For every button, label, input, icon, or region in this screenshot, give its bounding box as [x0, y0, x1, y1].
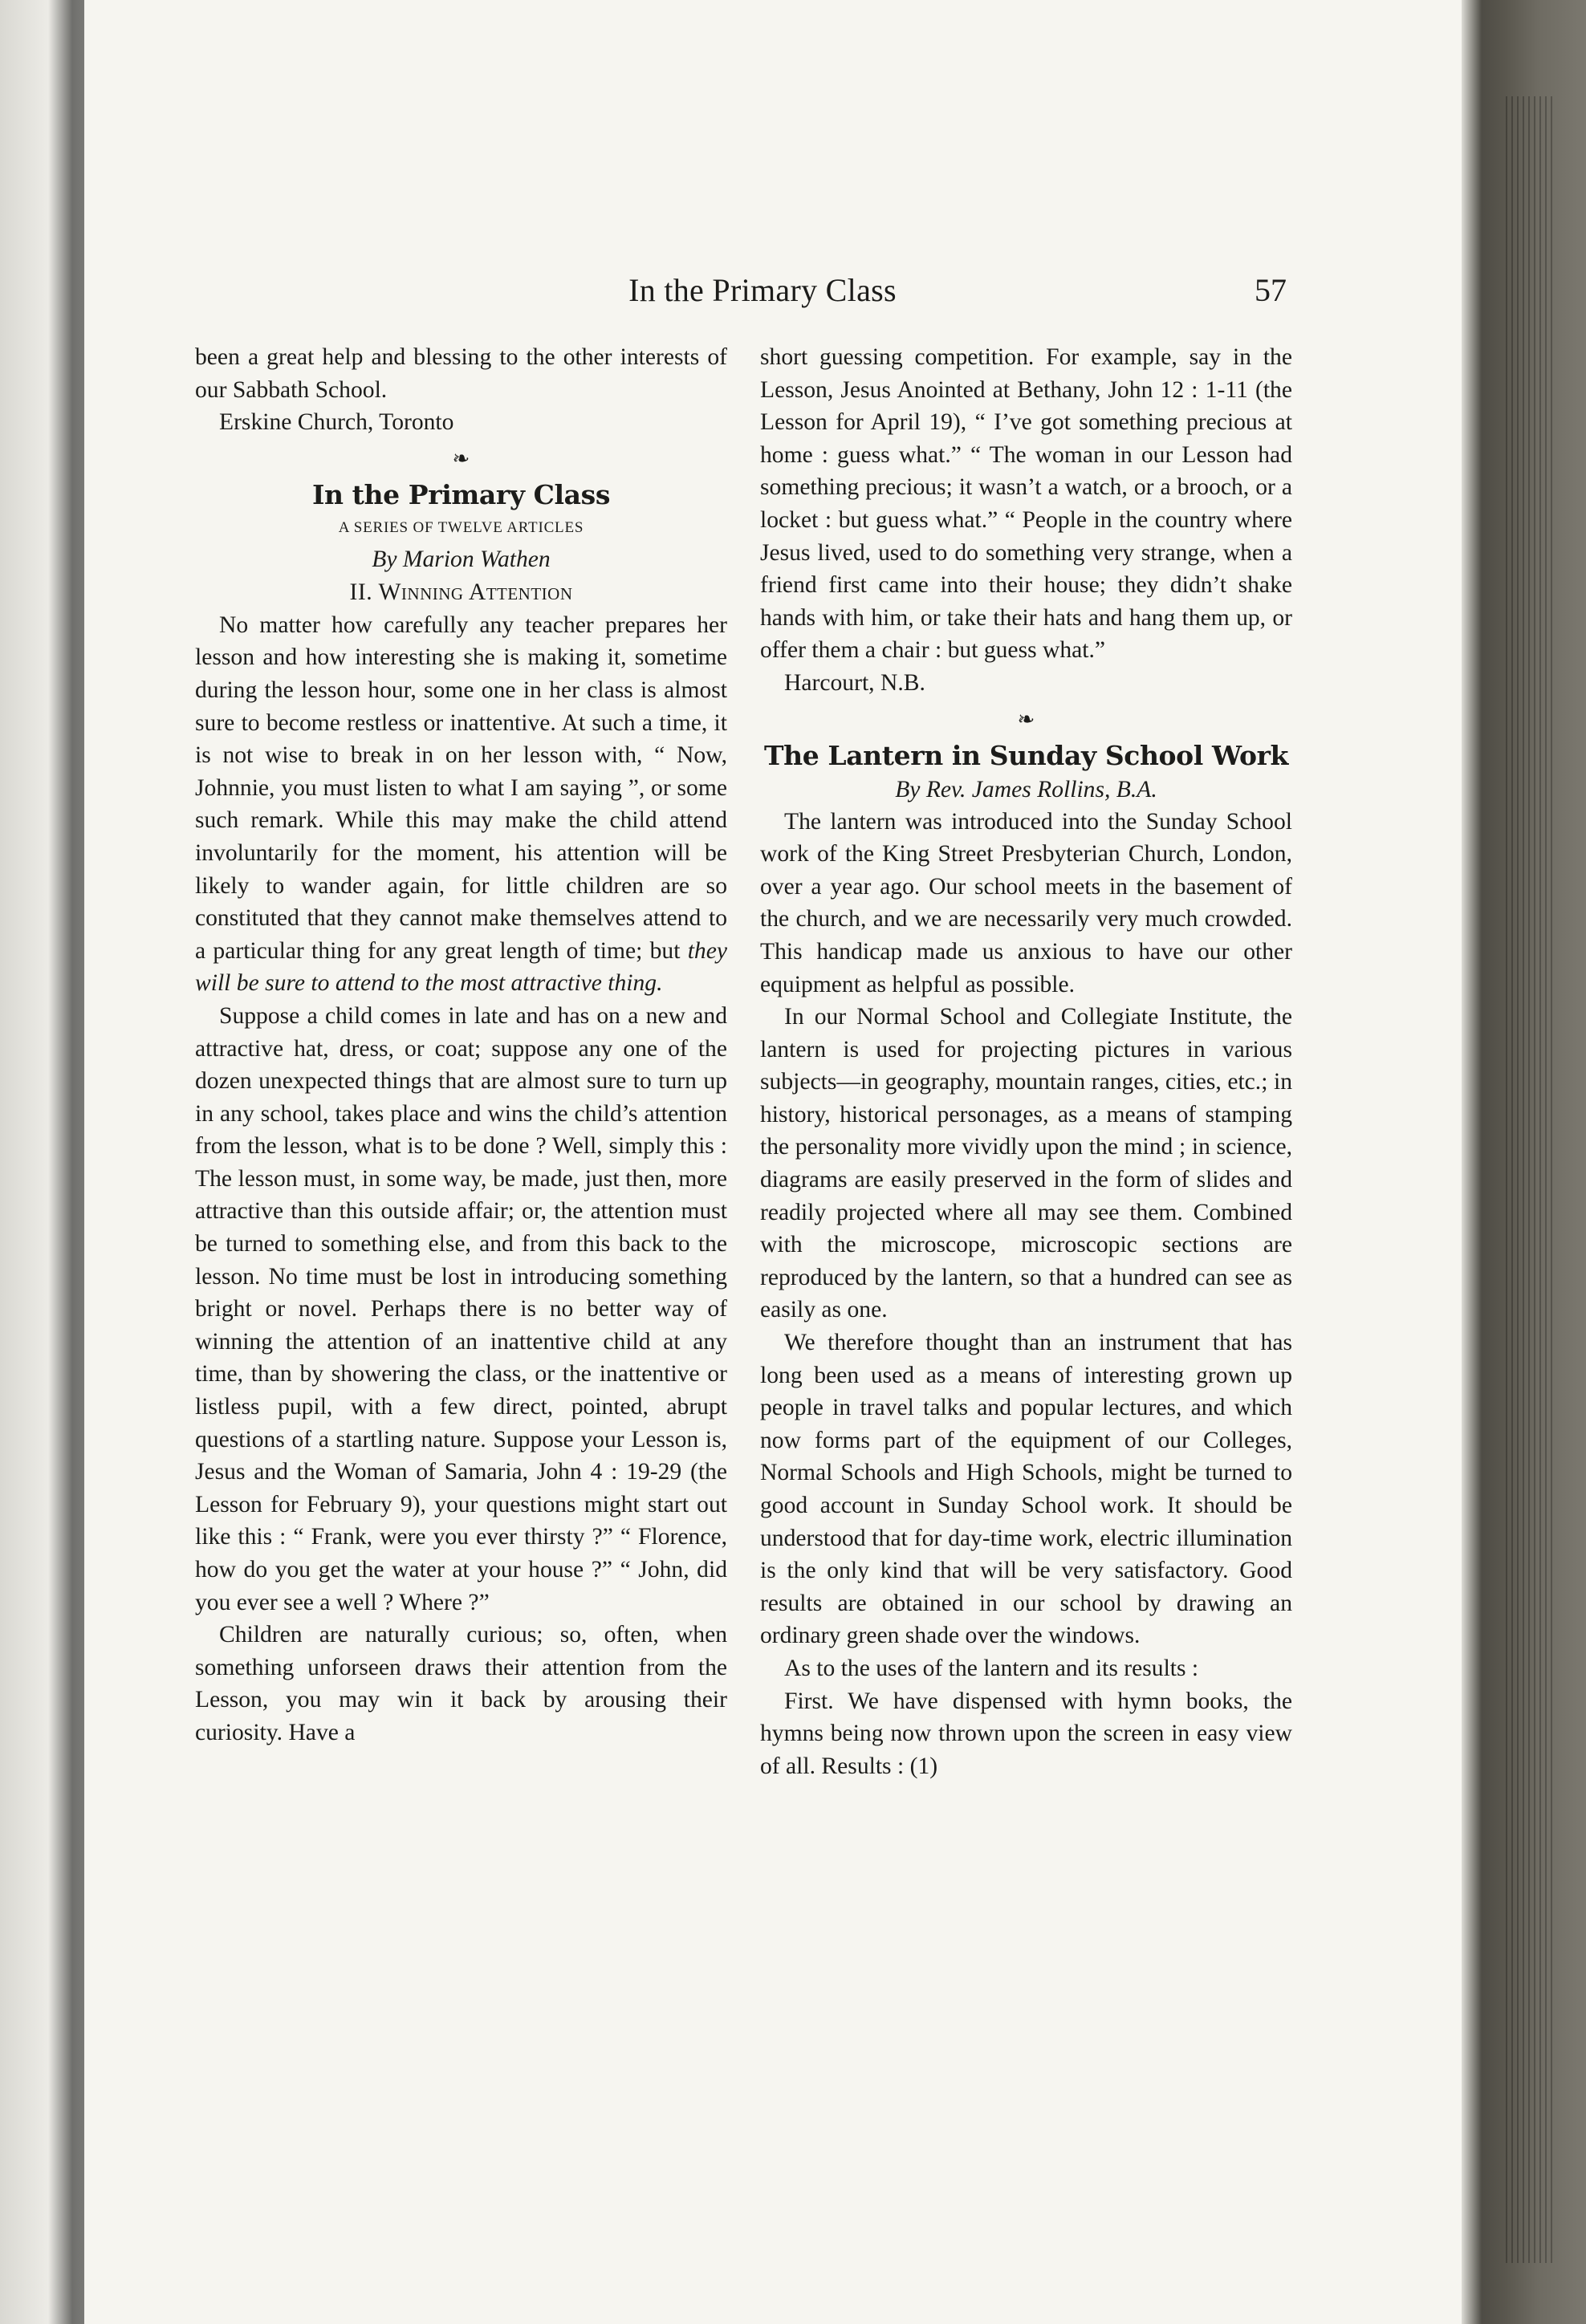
running-title: In the Primary Class — [628, 272, 897, 308]
paragraph: We therefore thought than an instrument that has long been used as a means of interesting grown up people in travel talks and popular lectures, and which now forms part of the equipment of our Colleges, Normal Schools and High Schools, might be turned to good account in Sunday School work. It should be understood that for day-time work, electric illumination is the only kind that will be very satisfactory. Good results are obtained in our school by drawing an ordinary green shade over the windows. — [760, 1330, 1292, 1649]
byline: By Rev. James Rollins, B.A. — [895, 776, 1157, 802]
page-number: 57 — [1255, 272, 1287, 308]
paragraph: As to the uses of the lantern and its results : — [784, 1655, 1199, 1681]
signoff-place: Erskine Church, Toronto — [219, 409, 454, 436]
article-title: The Lantern in Sunday School Work — [763, 739, 1289, 771]
paragraph: In our Normal School and Collegiate Institute, the lantern is used for projecting pictures in various subjects—in geography, mountain ranges, cities, etc.; in history, historical personages, as a means of stamping the personality more vividly upon the mind ; in science, diagrams are easily preserved in the form of slides and readily projected where all may see them. Combined with the microscope, microscopic sections are reproduced by the lantern, so that a hundred can see as easily as one. — [760, 1004, 1292, 1323]
article-title: In the Primary Class — [311, 478, 611, 510]
page-edge-lines — [1506, 96, 1554, 2263]
paragraph: The lantern was introduced into the Sunday School work of the King Street Presbyterian Church, London, over a year ago. Our school meets in the basement of the church, and we are necessarily very much crowded. This handicap made us anxious to have our other equipment as helpful as possible. — [760, 808, 1292, 997]
signoff-place: Harcourt, N.B. — [784, 669, 925, 696]
left-column — [195, 341, 727, 1749]
paragraph-text: No matter how carefully any teacher prepares her lesson and how interesting she is making it, sometime during the lesson hour, some one in her class is almost sure to become restless or inattentive. At such a time, it is not wise to break in on her lesson with, “ Now, Johnnie, you must listen to what I am saying ”, or some such remark. While this may make the child attend involuntarily for the moment, his attention will be likely to wander again, for little children are so constituted that they cannot make themselves attend to a particular thing for any great length of time; but — [195, 611, 727, 964]
paragraph: short guessing competition. For example, say in the Lesson, Jesus Anointed at Bethany, John 12 : 1-11 (the Lesson for April 19), “ I’ve got something precious at home : guess what.” “ The woman in our Lesson had something precious; it wasn’t a watch, or a brooch, or a locket : but guess what.” “ People in the country where Jesus lived, used to do something very strange, when a friend first came into their house; they didn’t shake hands with him, or take their hats and hang them up, or offer them a chair : but guess what.” — [760, 344, 1292, 664]
paragraph: Children are naturally curious; so, often, when something unforseen draws their attention from the Lesson, you may win it back by arousing their curiosity. Have a — [195, 1622, 727, 1745]
right-column — [760, 341, 1292, 1782]
section-heading: II. Winning Attention — [349, 579, 573, 605]
paragraph — [195, 609, 727, 1000]
ornament-icon: ❧ — [452, 446, 470, 471]
emphasis-text: they will be sure to attend to the most attractive thing. — [195, 937, 727, 997]
series-subtitle: A SERIES OF TWELVE ARTICLES — [338, 518, 584, 536]
scan-left-margin — [0, 0, 84, 2324]
paragraph: First. We have dispensed with hymn books, the hymns being now thrown upon the screen in easy view of all. Results : (1) — [760, 1688, 1292, 1779]
book-page-edges — [1462, 0, 1586, 2324]
paragraph: Suppose a child comes in late and has on a new and attractive hat, dress, or coat; suppose any one of the dozen unexpected things that are almost sure to turn up in any school, takes place and wins the child’s attention from the lesson, what is to be done ? Well, simply this : The lesson must, in some way, be made, just then, more attractive than this outside affair; or, the attention must be turned to something else, and from this back to the lesson. No time must be lost in introducing something bright or novel. Perhaps there is no better way of winning the attention of an inattentive child at any time, than by showering the class, or the inattentive or listless pupil, with a few direct, pointed, abrupt questions of a startling nature. Suppose your Lesson is, Jesus and the Woman of Samaria, John 4 : 19-29 (the Lesson for February 9), your questions might start out like this : “ Frank, were you ever thirsty ?” “ Florence, how do you get the water at your house ?” “ John, did you ever see a well ? Where ?” — [195, 1002, 727, 1615]
ornament-icon: ❧ — [1017, 707, 1035, 732]
paragraph: been a great help and blessing to the other interests of our Sabbath School. — [195, 344, 727, 403]
byline: By Marion Wathen — [372, 546, 551, 572]
